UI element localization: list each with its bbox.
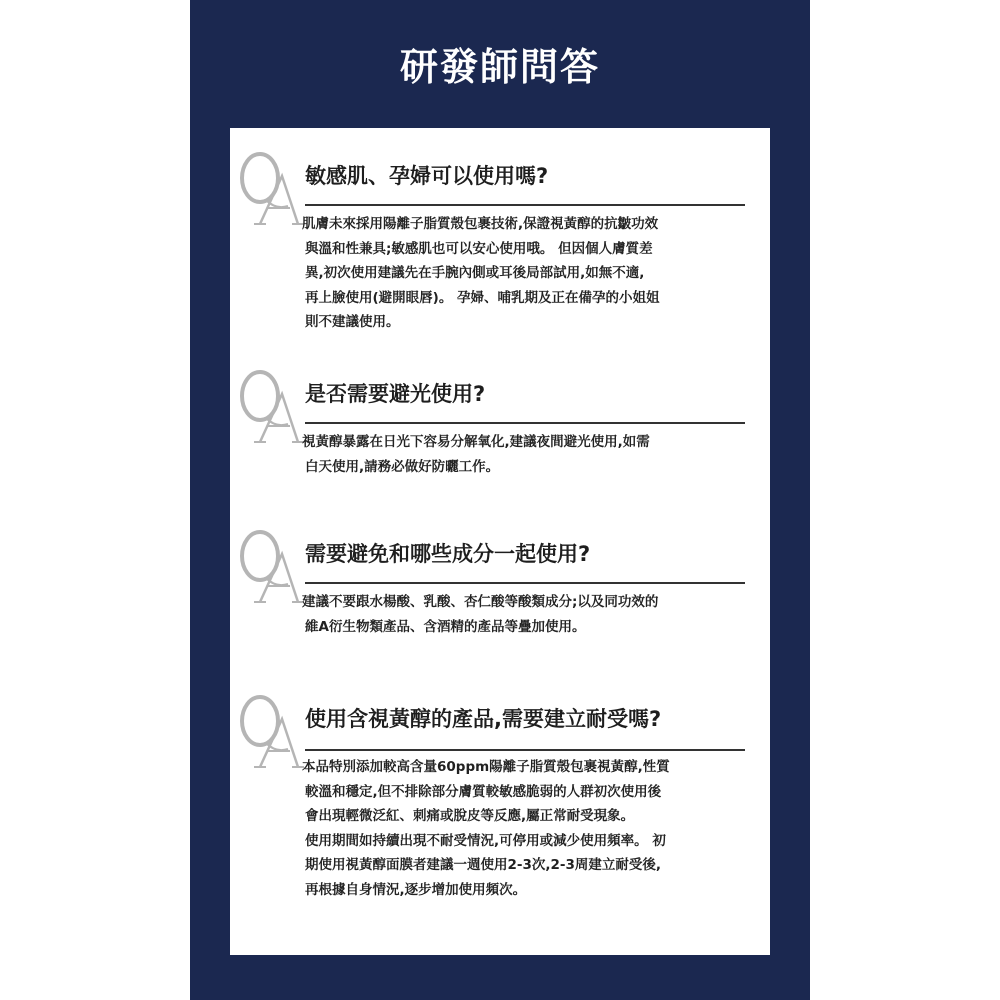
qa-logo-icon (236, 366, 306, 446)
answer-line: 維A衍生物類產品、含酒精的產品等疊加使用。 (305, 618, 586, 635)
answer-line: 視黃醇暴露在日光下容易分解氧化,建議夜間避光使用,如需 (302, 434, 650, 450)
answer-line: 使用期間如持續出現不耐受情況,可停用或減少使用頻率。 初 (305, 832, 666, 849)
answer-line: 本品特別添加較高含量60ppm陽離子脂質殼包裹視黃醇,性質 (302, 759, 670, 775)
divider (305, 582, 745, 584)
question-heading: 需要避免和哪些成分一起使用? (305, 542, 591, 566)
answer-line: 與溫和性兼具;敏感肌也可以安心使用哦。 但因個人膚質差 (305, 240, 653, 257)
answer-line: 白天使用,請務必做好防曬工作。 (305, 458, 500, 475)
answer-line: 建議不要跟水楊酸、乳酸、杏仁酸等酸類成分;以及同功效的 (302, 594, 659, 610)
divider (305, 204, 745, 206)
answer-line: 異,初次使用建議先在手腕內側或耳後局部試用,如無不適, (305, 265, 645, 281)
answer-line: 則不建議使用。 (305, 314, 400, 330)
qa-card (230, 128, 770, 955)
question-heading: 使用含視黃醇的產品,需要建立耐受嗎? (305, 707, 662, 731)
question-heading: 是否需要避光使用? (305, 382, 486, 406)
divider (305, 422, 745, 424)
answer-line: 會出現輕微泛紅、刺痛或脫皮等反應,屬正常耐受現象。 (305, 808, 635, 824)
divider (305, 749, 745, 751)
qa-logo-icon (236, 526, 306, 606)
question-heading: 敏感肌、孕婦可以使用嗎? (305, 164, 549, 188)
qa-logo-icon (236, 148, 306, 228)
qa-logo-icon (236, 691, 306, 771)
answer-line: 肌膚未來採用陽離子脂質殼包裹技術,保證視黃醇的抗皺功效 (302, 216, 659, 232)
answer-line: 較溫和穩定,但不排除部分膚質較敏感脆弱的人群初次使用後 (305, 783, 662, 800)
answer-line: 再上臉使用(避開眼唇)。 孕婦、哺乳期及正在備孕的小姐姐 (305, 289, 660, 306)
page-title: 研發師問答 (399, 45, 600, 89)
answer-line: 期使用視黃醇面膜者建議一週使用2-3次,2-3周建立耐受後, (305, 857, 662, 873)
answer-line: 再根據自身情況,逐步增加使用頻次。 (305, 881, 527, 898)
